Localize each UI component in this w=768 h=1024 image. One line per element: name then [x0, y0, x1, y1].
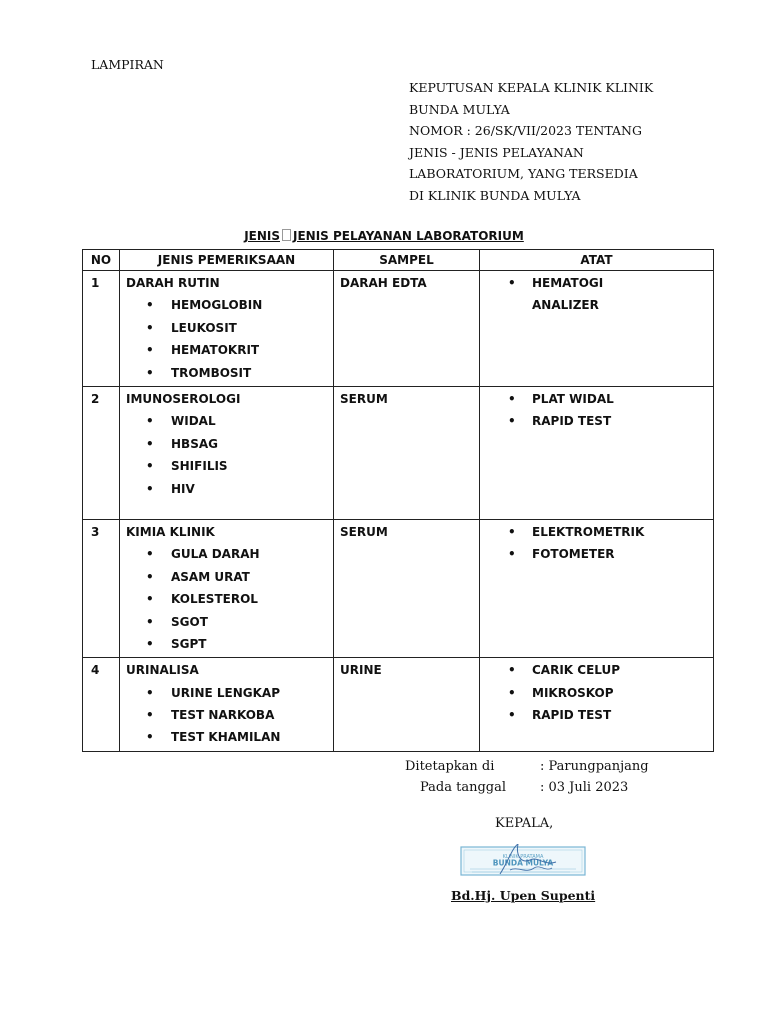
table-row [83, 271, 714, 387]
svg-text:KLINIK PRATAMA: KLINIK PRATAMA [502, 854, 544, 860]
missing-glyph-box [282, 229, 291, 241]
table-title-right: JENIS PELAYANAN LABORATORIUM [293, 229, 524, 243]
header-line: BUNDA MULYA [409, 101, 510, 117]
decree-header [409, 77, 653, 207]
ditetapkan-value: : Parungpanjang [540, 759, 649, 774]
col-header-atat: ATAT [480, 250, 714, 271]
table-row [83, 386, 714, 519]
table-title [0, 229, 768, 243]
tool-item: • MIKROSKOP [486, 684, 707, 706]
exam-category: DARAH RUTIN [126, 276, 220, 290]
signer-name: Bd.Hj. Upen Supenti [451, 888, 596, 903]
row-number: 2 [83, 386, 120, 519]
tool-item: • RAPID TEST [486, 412, 707, 434]
exam-item: • WIDAL [126, 412, 327, 434]
table-row [83, 658, 714, 752]
col-header-sampel: SAMPEL [334, 250, 480, 271]
tool-cell [480, 519, 714, 657]
sample-cell: URINE [334, 658, 480, 752]
signer-title: KEPALA, [495, 816, 554, 831]
tool-item: • CARIK CELUP [486, 661, 707, 683]
exam-category: KIMIA KLINIK [126, 524, 215, 539]
sample-cell: SERUM [334, 386, 480, 519]
tool-item: • PLAT WIDAL [486, 390, 707, 412]
tool-item: • HEMATOGI [486, 274, 707, 296]
table-header-row [83, 250, 714, 271]
tool-cell [480, 271, 714, 387]
exam-cell [120, 658, 334, 752]
table-row [83, 519, 714, 657]
row-number: 4 [83, 658, 120, 752]
exam-item: • HEMATOKRIT [126, 341, 327, 363]
exam-item: • SGPT [126, 635, 327, 657]
exam-cell [120, 271, 334, 387]
tool-item: • FOTOMETER [486, 545, 707, 567]
exam-item: • SHIFILIS [126, 457, 327, 479]
exam-cell [120, 519, 334, 657]
exam-item: • GULA DARAH [126, 545, 327, 567]
lab-services-table [82, 249, 714, 752]
exam-item: • URINE LENGKAP [126, 684, 327, 706]
col-header-jenis: JENIS PEMERIKSAAN [120, 250, 334, 271]
tool-cell [480, 386, 714, 519]
sample-cell: DARAH EDTA [334, 271, 480, 387]
tanggal-value: : 03 Juli 2023 [540, 780, 629, 795]
header-line: JENIS - JENIS PELAYANAN [409, 144, 584, 160]
svg-text:BUNDA MULYA: BUNDA MULYA [492, 858, 554, 868]
tool-item: • ELEKTROMETRIK [486, 523, 707, 545]
lampiran-label: LAMPIRAN [91, 57, 164, 72]
header-line: NOMOR : 26/SK/VII/2023 TENTANG [409, 123, 642, 139]
exam-item: • HBSAG [126, 435, 327, 457]
ditetapkan-label: Ditetapkan di [405, 759, 495, 774]
col-header-no: NO [83, 250, 120, 271]
exam-item: • ASAM URAT [126, 568, 327, 590]
tool-item: • RAPID TEST [486, 706, 707, 728]
exam-cell [120, 386, 334, 519]
exam-item: • TROMBOSIT [126, 364, 327, 386]
exam-item: • HEMOGLOBIN [126, 296, 327, 318]
exam-category: IMUNOSEROLOGI [126, 391, 241, 406]
exam-item: • TEST NARKOBA [126, 706, 327, 728]
table-title-left: JENIS [244, 229, 280, 243]
tool-cell [480, 658, 714, 752]
header-line: KEPUTUSAN KEPALA KLINIK KLINIK [409, 80, 654, 95]
header-line: DI KLINIK BUNDA MULYA [409, 187, 581, 203]
header-line: LABORATORIUM, YANG TERSEDIA [409, 166, 638, 182]
exam-item: • LEUKOSIT [126, 319, 327, 341]
exam-item: • TEST KHAMILAN [126, 728, 327, 750]
exam-category: URINALISA [126, 663, 199, 678]
exam-item: • SGOT [126, 613, 327, 635]
exam-item: • KOLESTEROL [126, 590, 327, 612]
sample-cell: SERUM [334, 519, 480, 657]
exam-item: • HIV [126, 480, 327, 502]
tool-item-continued: ANALIZER [532, 298, 599, 313]
row-number: 3 [83, 519, 120, 657]
row-number: 1 [83, 271, 120, 387]
clinic-stamp-with-signature [460, 844, 586, 878]
tanggal-label: Pada tanggal [420, 780, 507, 795]
